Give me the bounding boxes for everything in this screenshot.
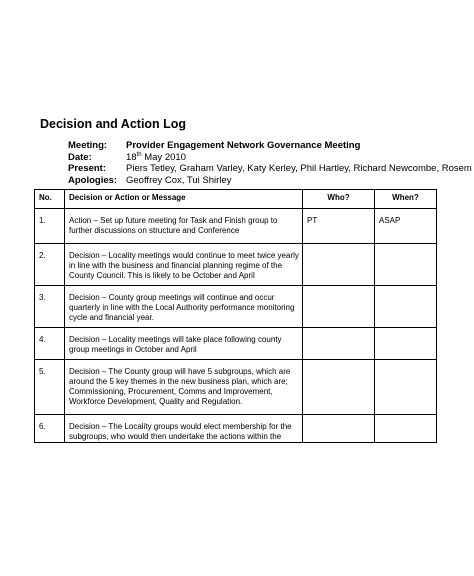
- row-number: 2.: [35, 244, 65, 286]
- date-value: [126, 152, 186, 164]
- row-message: Decision – Locality meetings would continue to meet twice yearly in line with the business and financial planning regime of the County Council. This is likely to be October and April: [65, 244, 303, 286]
- row-when: [375, 360, 437, 415]
- present-value: Piers Tetley, Graham Varley, Katy Kerley, Phil Hartley, Richard Newcombe, Rosem: [126, 163, 472, 174]
- row-who: [303, 415, 375, 443]
- row-number: 6.: [35, 415, 65, 443]
- row-who: [303, 328, 375, 360]
- row-number: 4.: [35, 328, 65, 360]
- date-row: [68, 152, 474, 164]
- table-row: [35, 244, 437, 286]
- row-when: [375, 286, 437, 328]
- meeting-details: [68, 140, 474, 186]
- row-when: [375, 244, 437, 286]
- row-number: 1.: [35, 209, 65, 244]
- row-message: Decision – County group meetings will continue and occur quarterly in line with the Local Authority performance monitoring cycle and financial year.: [65, 286, 303, 328]
- table-row: [35, 360, 437, 415]
- row-message: Action – Set up future meeting for Task and Finish group to further discussions on structure and Conference: [65, 209, 303, 244]
- table-row: [35, 415, 437, 443]
- meeting-value: Provider Engagement Network Governance Meeting: [126, 140, 361, 151]
- date-rest: May 2010: [141, 151, 186, 163]
- apologies-label: Apologies:: [68, 174, 118, 186]
- date-suffix: th: [136, 151, 142, 158]
- meeting-label: Meeting:: [68, 140, 108, 151]
- table-row: [35, 209, 437, 244]
- document-title: Decision and Action Log: [40, 117, 187, 131]
- table-header-row: [35, 190, 437, 209]
- present-row: [68, 163, 474, 175]
- row-who: [303, 286, 375, 328]
- row-message: Decision – The County group will have 5 subgroups, which are around the 5 key themes in the new business plan, which are; Commissioning, Procurement, Comms and Improvement, Workforce Development, Quality and Regulation.: [65, 360, 303, 415]
- row-number: 3.: [35, 286, 65, 328]
- row-message: Decision – Locality meetings will take place following county group meetings in October and April: [65, 328, 303, 360]
- apologies-value: Geoffrey Cox, Tui Shirley: [126, 174, 232, 186]
- row-when: ASAP: [375, 209, 437, 244]
- row-number: 5.: [35, 360, 65, 415]
- header-when: When?: [375, 190, 437, 209]
- row-when: [375, 415, 437, 443]
- header-message: Decision or Action or Message: [65, 190, 303, 209]
- present-label: Present:: [68, 163, 107, 174]
- header-who: Who?: [303, 190, 375, 209]
- header-no: No.: [35, 190, 65, 209]
- date-day: 18: [126, 151, 137, 163]
- decision-action-table: [34, 189, 437, 443]
- meeting-row: [68, 140, 474, 152]
- row-who: [303, 360, 375, 415]
- date-label: Date:: [68, 151, 92, 163]
- apologies-row: [68, 175, 474, 187]
- row-message: Decision – The Locality groups would elect membership for the subgroups, who would then undertake the actions within the: [65, 415, 303, 443]
- table-row: [35, 286, 437, 328]
- row-who: [303, 244, 375, 286]
- row-who: PT: [303, 209, 375, 244]
- table-row: [35, 328, 437, 360]
- row-when: [375, 328, 437, 360]
